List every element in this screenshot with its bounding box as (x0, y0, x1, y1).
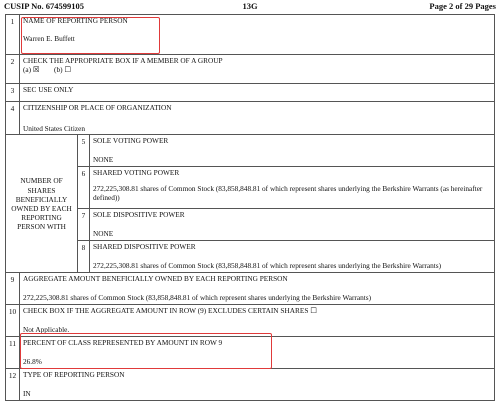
row-6 (6, 167, 495, 209)
row-5 (6, 135, 495, 167)
row-9 (6, 273, 495, 305)
row-11 (6, 337, 495, 369)
page-number: Page 2 of 29 Pages (429, 1, 496, 11)
row-number: 4 (6, 102, 20, 135)
row-2 (6, 55, 495, 84)
row-label: PERCENT OF CLASS REPRESENTED BY AMOUNT IN ROW 9 (23, 338, 223, 348)
row-label: SOLE VOTING POWER (93, 136, 169, 146)
row-label: CHECK THE APPROPRIATE BOX IF A MEMBER OF A GROUP (23, 56, 223, 65)
row-3 (6, 84, 495, 102)
cover-page-table (5, 14, 495, 401)
row-8 (6, 241, 495, 273)
row-number: 8 (78, 241, 90, 273)
row-label: NAME OF REPORTING PERSON (23, 16, 128, 25)
row-number: 10 (6, 305, 20, 337)
row-1 (6, 15, 495, 55)
row-12 (6, 369, 495, 401)
sole-voting-value: NONE (93, 155, 114, 165)
shared-voting-value: 272,225,308.81 shares of Common Stock (83,858,848.81 of which represent shares underlying the Berkshire Warrants (as hereinafter defined)) (93, 184, 483, 203)
row-label: SHARED DISPOSITIVE POWER (93, 242, 196, 252)
row-label: SHARED VOTING POWER (93, 168, 180, 178)
group-checkboxes[interactable]: (a) ☒ (b) ☐ (23, 65, 71, 75)
excludes-shares-value: Not Applicable. (23, 325, 70, 335)
page-header (4, 1, 496, 13)
row-7 (6, 209, 495, 241)
shared-dispositive-value: 272,225,308.81 shares of Common Stock (83,858,848.81 of which represent shares underlying the Berkshire Warrants) (93, 261, 442, 271)
row-label: TYPE OF REPORTING PERSON (23, 370, 125, 380)
reporting-person-type-value: IN (23, 389, 31, 399)
row-number: 9 (6, 273, 20, 305)
row-number: 3 (6, 84, 20, 102)
row-number: 12 (6, 369, 20, 401)
row-number: 7 (78, 209, 90, 241)
citizenship-value: United States Citizen (23, 124, 86, 134)
row-number: 5 (78, 135, 90, 167)
row-label: SEC USE ONLY (20, 84, 495, 102)
row-label: AGGREGATE AMOUNT BENEFICIALLY OWNED BY EACH REPORTING PERSON (23, 274, 288, 284)
row-4 (6, 102, 495, 135)
aggregate-amount-value: 272,225,308.81 shares of Common Stock (83,858,848.81 of which represent shares underlying the Berkshire Warrants) (23, 293, 372, 303)
row-10 (6, 305, 495, 337)
percent-of-class-value: 26.8% (23, 357, 42, 367)
row-number: 6 (78, 167, 90, 209)
row-label: CHECK BOX IF THE AGGREGATE AMOUNT IN ROW (9) EXCLUDES CERTAIN SHARES ☐ (23, 306, 317, 316)
row-label: SOLE DISPOSITIVE POWER (93, 210, 185, 220)
sole-dispositive-value: NONE (93, 229, 114, 239)
form-type: 13G (242, 1, 258, 11)
reporting-person-name: Warren E. Buffett (23, 34, 75, 44)
row-number: 11 (6, 337, 20, 369)
cusip-number: CUSIP No. 674599105 (4, 1, 85, 11)
row-label: CITIZENSHIP OR PLACE OF ORGANIZATION (23, 103, 172, 112)
row-number: 1 (6, 15, 20, 55)
row-number: 2 (6, 55, 20, 84)
shares-label: NUMBER OF SHARES BENEFICIALLY OWNED BY EACH REPORTING PERSON WITH (6, 135, 78, 273)
